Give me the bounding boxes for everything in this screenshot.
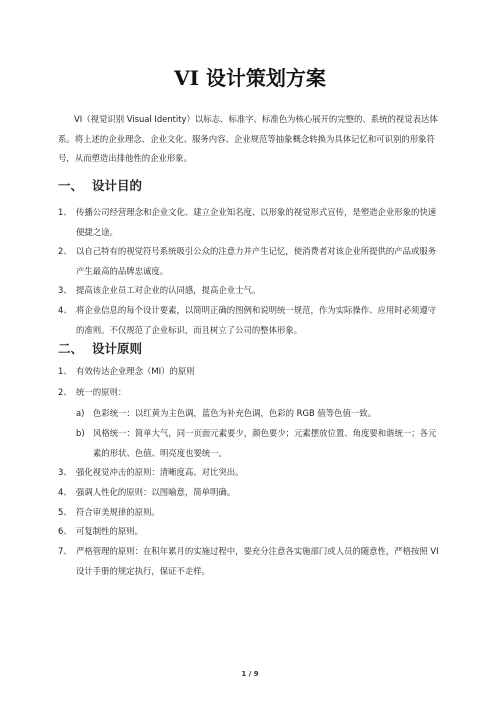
list-item xyxy=(58,522,442,542)
section-1-number: 一、 xyxy=(58,178,84,193)
list-item-number: 4、 xyxy=(58,305,72,315)
intro-paragraph: VI（视觉识别 Visual Identity）以标志、标准字、标准色为核心展开的完整的、系统的视觉表达体系。将上述的企业理念、企业文化、服务内容、企业规范等抽象概念转换为具体记忆和可识别的形象符号，从而塑造出排他性的企业形象。 xyxy=(58,114,438,163)
list-item-text: 统一的原则： xyxy=(76,387,127,397)
sub-list-item-letter: b) xyxy=(76,428,85,438)
sub-list-item xyxy=(76,424,442,463)
list-item xyxy=(58,383,442,403)
section-1-heading xyxy=(58,176,142,194)
list-item xyxy=(58,503,442,523)
list-item-text: 传播公司经营理念和企业文化、建立企业知名度、以形象的视觉形式宣传，是塑造企业形象的快速便捷之途。 xyxy=(76,207,437,237)
sub-list-item-letter: a) xyxy=(76,408,85,418)
page-number: 1 / 9 xyxy=(241,670,259,678)
list-item-number: 6、 xyxy=(58,526,72,536)
section-2-heading xyxy=(58,339,142,357)
list-item-text: 强化视觉冲击的原则：清晰度高、对比突出。 xyxy=(76,467,244,477)
list-item-text: 有效传达企业理念（MI）的原则 xyxy=(76,366,195,376)
list-item-text: 严格管理的原则：在积年累月的实施过程中，要充分注意各实施部门或人员的随意性，严格按照 VI 设计手册的规定执行，保证不走样。 xyxy=(76,546,439,576)
list-item-number: 7、 xyxy=(58,546,72,556)
list-item-number: 2、 xyxy=(58,246,72,256)
sub-list-item-text: 风格统一：简单大气，同一页面元素要少，颜色要少；元素摆放位置、角度要和谐统一；各元素的形状、色值、明亮度也要统一。 xyxy=(93,428,437,458)
list-item-number: 3、 xyxy=(58,467,72,477)
list-item xyxy=(58,301,442,340)
list-item xyxy=(58,203,442,242)
list-item xyxy=(58,242,442,281)
list-item-text: 将企业信息的每个设计要素，以简明正确的图例和说明统一规范，作为实际操作、应用时必须遵守的准则。不仅规范了企业标识，而且树立了公司的整体形象。 xyxy=(76,305,437,335)
sub-list-item xyxy=(76,404,442,424)
page-title: VI 设计策划方案 xyxy=(174,66,326,90)
list-item-text: 符合审美规律的原则。 xyxy=(76,507,160,517)
list-item xyxy=(58,542,442,581)
list-item xyxy=(58,463,442,483)
list-item-text: 可复制性的原则。 xyxy=(76,526,143,536)
list-item-text: 以自己特有的视觉符号系统吸引公众的注意力并产生记忆，使消费者对该企业所提供的产品或服务产生最高的品牌忠诚度。 xyxy=(76,246,437,276)
sub-list-item-text: 色彩统一：以红黄为主色调，蓝色为补充色调，色彩的 RGB 值等色值一致。 xyxy=(93,408,377,418)
list-item-text: 提高该企业员工对企业的认同感，提高企业士气。 xyxy=(76,285,261,295)
section-1-title: 设计目的 xyxy=(92,178,143,193)
list-item-number: 1、 xyxy=(58,207,72,217)
list-item xyxy=(58,483,442,503)
list-item xyxy=(58,362,442,382)
list-item xyxy=(58,281,442,301)
section-2-title: 设计原则 xyxy=(92,341,143,356)
list-item-number: 3、 xyxy=(58,285,72,295)
list-item-number: 2、 xyxy=(58,387,72,397)
section-2-number: 二、 xyxy=(58,341,84,356)
list-item-number: 4、 xyxy=(58,487,72,497)
list-item-number: 5、 xyxy=(58,507,72,517)
list-item-number: 1、 xyxy=(58,366,72,376)
list-item-text: 强调人性化的原则：以图喻意，简单明确。 xyxy=(76,487,236,497)
